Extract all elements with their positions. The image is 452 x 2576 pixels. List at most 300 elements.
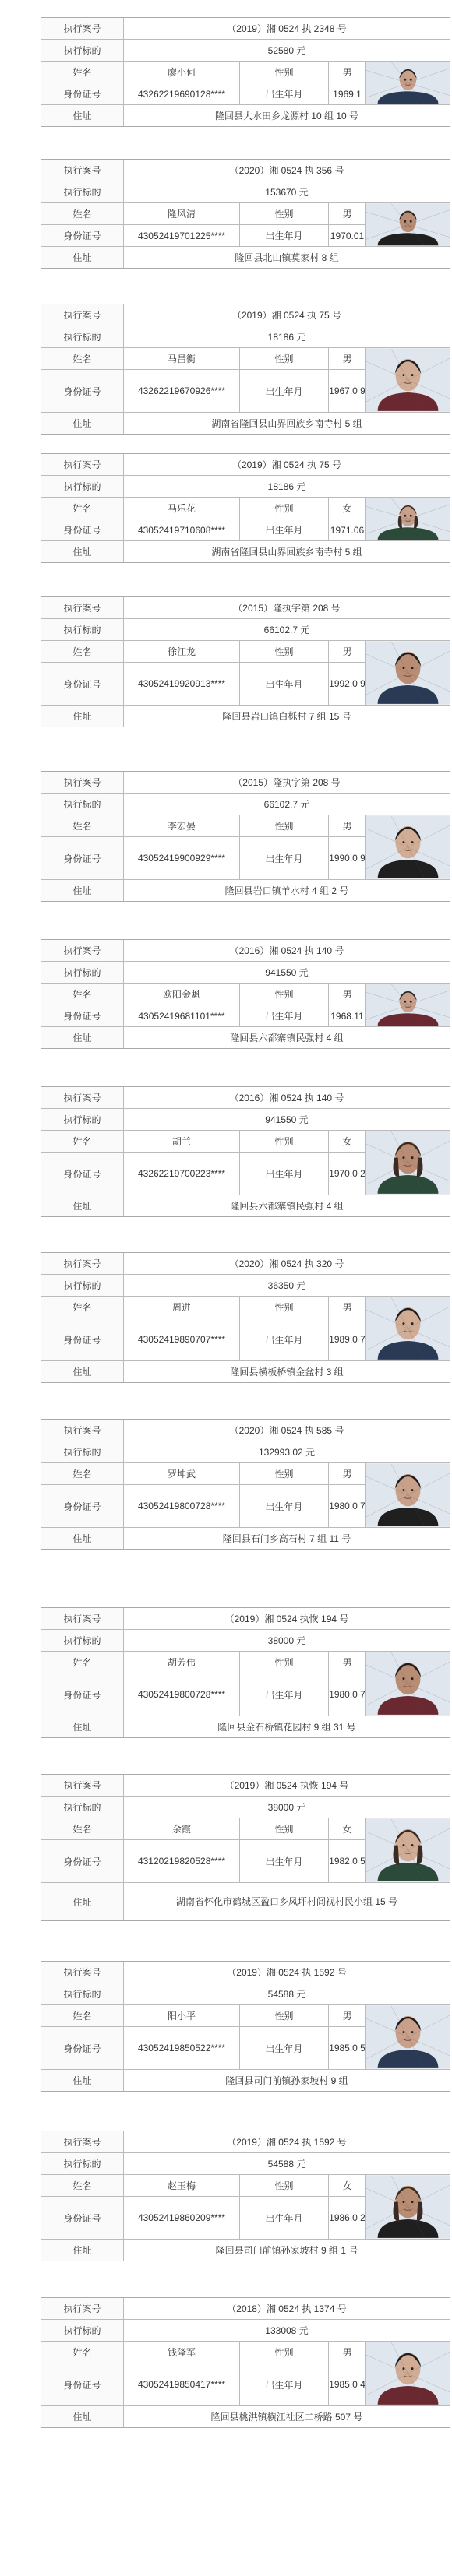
case-number-row [41, 1608, 450, 1630]
id-value: 43052419890707**** [124, 1318, 240, 1360]
name-value: 胡芳伟 [124, 1652, 240, 1673]
gender-label: 性别 [240, 498, 329, 519]
record-card [41, 939, 450, 1049]
address-label: 住址 [41, 1528, 124, 1549]
name-row [41, 984, 366, 1005]
case-number-label: 执行案号 [41, 1775, 124, 1796]
person-grid [41, 62, 450, 105]
amount-value: 38000 元 [267, 1802, 306, 1813]
gender-value: 男 [329, 815, 366, 836]
id-row [41, 1485, 366, 1527]
amount-label: 执行标的 [41, 1441, 124, 1462]
birth-label: 出生年月 [240, 1485, 329, 1527]
gender-value: 女 [329, 1131, 366, 1152]
person-grid [41, 1297, 450, 1361]
case-number-label: 执行案号 [41, 2298, 124, 2319]
name-value: 钱隆军 [124, 2342, 240, 2363]
case-number-row [41, 304, 450, 326]
id-label: 身份证号 [41, 1318, 124, 1360]
name-label: 姓名 [41, 203, 124, 224]
person-photo [366, 2342, 450, 2405]
id-label: 身份证号 [41, 370, 124, 412]
case-number-value: （2019）湘 0524 执 75 号 [231, 459, 342, 470]
birth-label: 出生年月 [240, 1318, 329, 1360]
address-value: 隆回县司门前镇孙家坡村 9 组 [225, 2075, 348, 2086]
amount-label: 执行标的 [41, 1797, 124, 1818]
birth-value: 1982.0 5 [329, 1840, 366, 1882]
address-label: 住址 [41, 247, 124, 268]
name-label: 姓名 [41, 348, 124, 369]
person-fields [41, 2005, 366, 2069]
gender-label: 性别 [240, 1131, 329, 1152]
address-row [41, 1716, 450, 1737]
id-label: 身份证号 [41, 2197, 124, 2239]
amount-label: 执行标的 [41, 1109, 124, 1130]
name-label: 姓名 [41, 1652, 124, 1673]
address-value: 隆回县六都寨镇民强村 4 组 [230, 1200, 344, 1212]
case-number-value: （2016）湘 0524 执 140 号 [229, 1093, 344, 1103]
amount-label: 执行标的 [41, 619, 124, 640]
id-row [41, 663, 366, 705]
case-number-label: 执行案号 [41, 160, 124, 181]
id-value: 43052419860209**** [124, 2197, 240, 2239]
case-number-label: 执行案号 [41, 1420, 124, 1441]
id-value: 43052419800728**** [124, 1673, 240, 1716]
amount-value: 38000 元 [267, 1635, 306, 1646]
address-row [41, 1883, 450, 1920]
gender-label: 性别 [240, 203, 329, 224]
person-grid [41, 203, 450, 247]
address-row [41, 880, 450, 901]
address-value: 隆回县北山镇莫家村 8 组 [235, 252, 339, 263]
amount-row [41, 1983, 450, 2005]
amount-value: 18186 元 [267, 332, 306, 343]
gender-value: 男 [329, 2342, 366, 2363]
name-value: 徐江龙 [124, 641, 240, 662]
birth-value: 1992.0 9 [329, 663, 366, 705]
birth-value: 1985.0 5 [329, 2027, 366, 2069]
id-row [41, 83, 366, 104]
case-number-row [41, 2298, 450, 2320]
address-row [41, 1027, 450, 1048]
person-grid [41, 2175, 450, 2240]
record-card [41, 1419, 450, 1550]
case-number-label: 执行案号 [41, 1962, 124, 1983]
case-number-label: 执行案号 [41, 18, 124, 39]
birth-value: 1971.06 [329, 519, 366, 540]
name-label: 姓名 [41, 1818, 124, 1839]
birth-label: 出生年月 [240, 370, 329, 412]
birth-label: 出生年月 [240, 1153, 329, 1195]
amount-value: 54588 元 [267, 2159, 306, 2170]
amount-row [41, 2153, 450, 2175]
amount-row [41, 1275, 450, 1297]
case-number-label: 执行案号 [41, 597, 124, 618]
person-photo [366, 2175, 450, 2239]
case-number-label: 执行案号 [41, 940, 124, 961]
record-card [41, 2131, 450, 2261]
birth-value: 1967.0 9 [329, 370, 366, 412]
person-fields [41, 641, 366, 705]
person-grid [41, 641, 450, 706]
name-row [41, 2175, 366, 2197]
id-value: 43262219700223**** [124, 1153, 240, 1195]
id-row [41, 2363, 366, 2405]
amount-label: 执行标的 [41, 2153, 124, 2174]
person-grid [41, 815, 450, 880]
case-number-value: （2019）湘 0524 执恢 194 号 [224, 1780, 349, 1791]
name-label: 姓名 [41, 815, 124, 836]
id-label: 身份证号 [41, 1153, 124, 1195]
case-number-value: （2019）湘 0524 执 1592 号 [227, 2137, 347, 2148]
person-grid [41, 1652, 450, 1716]
name-row [41, 1818, 366, 1840]
case-number-value: （2019）湘 0524 执 2348 号 [227, 23, 347, 34]
birth-value: 1970.0 2 [329, 1153, 366, 1195]
gender-label: 性别 [240, 1297, 329, 1318]
birth-value: 1990.0 9 [329, 837, 366, 879]
amount-label: 执行标的 [41, 794, 124, 815]
id-label: 身份证号 [41, 2363, 124, 2405]
birth-value: 1980.0 7 [329, 1673, 366, 1716]
id-row [41, 1005, 366, 1026]
birth-label: 出生年月 [240, 663, 329, 705]
person-fields [41, 1131, 366, 1195]
amount-value: 133008 元 [265, 2325, 309, 2336]
name-row [41, 1131, 366, 1153]
amount-label: 执行标的 [41, 2320, 124, 2341]
case-number-label: 执行案号 [41, 2131, 124, 2152]
person-photo [366, 815, 450, 879]
address-label: 住址 [41, 1027, 124, 1048]
birth-label: 出生年月 [240, 1840, 329, 1882]
case-number-value: （2019）湘 0524 执 75 号 [231, 310, 342, 321]
id-row [41, 1673, 366, 1716]
person-photo [366, 1131, 450, 1195]
id-row [41, 2027, 366, 2069]
birth-label: 出生年月 [240, 2027, 329, 2069]
case-number-label: 执行案号 [41, 772, 124, 793]
id-value: 43052419800728**** [124, 1485, 240, 1527]
address-row [41, 2070, 450, 2091]
name-value: 隆风清 [124, 203, 240, 224]
birth-value: 1980.0 7 [329, 1485, 366, 1527]
address-value: 湖南省怀化市鹤城区盈口乡凤坪村闾视村民小组 15 号 [175, 1896, 398, 1907]
address-label: 住址 [41, 1883, 124, 1920]
amount-row [41, 619, 450, 641]
gender-label: 性别 [240, 2175, 329, 2196]
case-number-value: （2019）湘 0524 执 1592 号 [227, 1967, 347, 1978]
id-value: 43262219670926**** [124, 370, 240, 412]
birth-label: 出生年月 [240, 519, 329, 540]
id-value: 43120219820528**** [124, 1840, 240, 1882]
person-grid [41, 348, 450, 413]
person-photo [366, 2005, 450, 2069]
name-value: 罗坤武 [124, 1463, 240, 1484]
birth-label: 出生年月 [240, 83, 329, 104]
birth-label: 出生年月 [240, 837, 329, 879]
id-label: 身份证号 [41, 837, 124, 879]
case-number-label: 执行案号 [41, 304, 124, 326]
person-photo [366, 984, 450, 1026]
address-label: 住址 [41, 541, 124, 562]
name-row [41, 498, 366, 519]
address-value: 湖南省隆回县山界回族乡南寺村 5 组 [211, 546, 362, 558]
case-number-value: （2018）湘 0524 执 1374 号 [227, 2303, 347, 2314]
person-grid [41, 1818, 450, 1883]
case-number-label: 执行案号 [41, 454, 124, 475]
amount-label: 执行标的 [41, 1630, 124, 1651]
id-row [41, 370, 366, 412]
gender-value: 男 [329, 62, 366, 83]
address-label: 住址 [41, 1361, 124, 1382]
id-value: 43052419850522**** [124, 2027, 240, 2069]
name-label: 姓名 [41, 984, 124, 1005]
name-row [41, 1297, 366, 1318]
case-number-value: （2016）湘 0524 执 140 号 [229, 945, 344, 956]
gender-label: 性别 [240, 1463, 329, 1484]
birth-label: 出生年月 [240, 225, 329, 246]
record-card [41, 1774, 450, 1921]
id-label: 身份证号 [41, 1005, 124, 1026]
address-value: 隆回县大水田乡龙源村 10 组 10 号 [214, 110, 359, 121]
person-grid [41, 2342, 450, 2406]
gender-label: 性别 [240, 62, 329, 83]
gender-value: 女 [329, 1818, 366, 1839]
case-number-value: （2020）湘 0524 执 585 号 [229, 1425, 344, 1436]
gender-value: 女 [329, 498, 366, 519]
id-row [41, 225, 366, 246]
address-value: 隆回县石门乡高石村 7 组 11 号 [222, 1533, 351, 1544]
record-card [41, 2297, 450, 2428]
amount-label: 执行标的 [41, 476, 124, 497]
case-number-label: 执行案号 [41, 1253, 124, 1274]
address-label: 住址 [41, 2240, 124, 2261]
record-card [41, 453, 450, 563]
amount-label: 执行标的 [41, 40, 124, 61]
person-fields [41, 203, 366, 246]
gender-value: 男 [329, 1652, 366, 1673]
name-row [41, 203, 366, 225]
case-number-row [41, 597, 450, 619]
address-row [41, 413, 450, 434]
gender-value: 男 [329, 203, 366, 224]
address-row [41, 247, 450, 268]
name-value: 余霞 [124, 1818, 240, 1839]
amount-value: 941550 元 [265, 967, 309, 978]
name-label: 姓名 [41, 2005, 124, 2026]
amount-row [41, 1109, 450, 1131]
case-number-row [41, 1775, 450, 1797]
case-number-row [41, 1087, 450, 1109]
address-value: 隆回县横板桥镇金盆村 3 组 [230, 1366, 344, 1378]
id-label: 身份证号 [41, 663, 124, 705]
id-row [41, 2197, 366, 2239]
address-label: 住址 [41, 706, 124, 727]
address-row [41, 541, 450, 562]
record-card [41, 1252, 450, 1383]
id-label: 身份证号 [41, 2027, 124, 2069]
id-label: 身份证号 [41, 519, 124, 540]
record-card [41, 1961, 450, 2092]
person-fields [41, 1652, 366, 1716]
birth-label: 出生年月 [240, 2363, 329, 2405]
address-row [41, 105, 450, 126]
address-label: 住址 [41, 105, 124, 126]
name-label: 姓名 [41, 62, 124, 83]
id-value: 43052419920913**** [124, 663, 240, 705]
gender-value: 男 [329, 1297, 366, 1318]
amount-value: 36350 元 [267, 1280, 306, 1291]
name-value: 阳小平 [124, 2005, 240, 2026]
person-photo [366, 641, 450, 705]
person-photo [366, 1652, 450, 1716]
gender-value: 男 [329, 2005, 366, 2026]
id-row [41, 1318, 366, 1360]
amount-row [41, 1441, 450, 1463]
name-value: 欧阳金魁 [124, 984, 240, 1005]
person-photo [366, 1297, 450, 1360]
amount-row [41, 181, 450, 203]
record-card [41, 771, 450, 902]
record-card [41, 596, 450, 727]
address-value: 隆回县桃洪镇横江社区二桥路 507 号 [210, 2411, 363, 2423]
amount-row [41, 1630, 450, 1652]
person-fields [41, 2342, 366, 2405]
amount-value: 941550 元 [265, 1114, 309, 1125]
case-number-row [41, 940, 450, 962]
name-row [41, 348, 366, 370]
address-row [41, 1528, 450, 1549]
person-photo [366, 348, 450, 412]
birth-value: 1968.11 [329, 1005, 366, 1026]
name-label: 姓名 [41, 2342, 124, 2363]
amount-row [41, 1797, 450, 1818]
gender-value: 男 [329, 1463, 366, 1484]
gender-value: 男 [329, 641, 366, 662]
name-row [41, 815, 366, 837]
person-fields [41, 498, 366, 540]
person-fields [41, 348, 366, 412]
address-row [41, 2406, 450, 2427]
amount-row [41, 326, 450, 348]
case-number-value: （2015）隆执字第 208 号 [233, 603, 341, 614]
name-row [41, 62, 366, 83]
name-value: 胡兰 [124, 1131, 240, 1152]
name-label: 姓名 [41, 2175, 124, 2196]
case-number-row [41, 454, 450, 476]
gender-value: 男 [329, 348, 366, 369]
record-card [41, 1086, 450, 1217]
person-fields [41, 815, 366, 879]
name-value: 李宏晏 [124, 815, 240, 836]
amount-value: 66102.7 元 [263, 799, 310, 810]
gender-value: 女 [329, 2175, 366, 2196]
name-label: 姓名 [41, 1463, 124, 1484]
amount-value: 18186 元 [267, 481, 306, 492]
gender-label: 性别 [240, 348, 329, 369]
id-label: 身份证号 [41, 83, 124, 104]
id-value: 43052419850417**** [124, 2363, 240, 2405]
case-number-value: （2019）湘 0524 执恢 194 号 [224, 1614, 349, 1624]
amount-row [41, 476, 450, 498]
amount-label: 执行标的 [41, 181, 124, 202]
gender-label: 性别 [240, 641, 329, 662]
case-number-label: 执行案号 [41, 1087, 124, 1108]
id-value: 43052419681101**** [124, 1005, 240, 1026]
id-row [41, 1153, 366, 1195]
address-label: 住址 [41, 880, 124, 901]
amount-row [41, 962, 450, 984]
person-grid [41, 498, 450, 541]
birth-value: 1970.01 [329, 225, 366, 246]
person-grid [41, 984, 450, 1027]
birth-value: 1989.0 7 [329, 1318, 366, 1360]
record-card [41, 1607, 450, 1738]
id-label: 身份证号 [41, 1673, 124, 1716]
amount-label: 执行标的 [41, 326, 124, 347]
gender-label: 性别 [240, 815, 329, 836]
birth-value: 1969.1 [329, 83, 366, 104]
name-row [41, 1463, 366, 1485]
name-value: 赵玉梅 [124, 2175, 240, 2196]
case-number-row [41, 160, 450, 181]
address-value: 隆回县岩口镇羊水村 4 组 2 号 [224, 885, 349, 896]
address-row [41, 1361, 450, 1382]
record-card [41, 159, 450, 269]
amount-label: 执行标的 [41, 1983, 124, 2004]
person-photo [366, 1463, 450, 1527]
case-number-row [41, 1420, 450, 1441]
person-photo [366, 1818, 450, 1882]
case-number-row [41, 18, 450, 40]
gender-label: 性别 [240, 1818, 329, 1839]
address-value: 隆回县司门前镇孙家坡村 9 组 1 号 [215, 2244, 358, 2256]
record-card [41, 304, 450, 435]
case-number-row [41, 1253, 450, 1275]
id-value: 43262219690128**** [124, 83, 240, 104]
id-row [41, 519, 366, 540]
address-label: 住址 [41, 2070, 124, 2091]
name-label: 姓名 [41, 1297, 124, 1318]
amount-value: 66102.7 元 [263, 625, 310, 635]
person-photo [366, 203, 450, 246]
person-fields [41, 2175, 366, 2239]
address-value: 隆回县六都寨镇民强村 4 组 [230, 1032, 344, 1043]
name-value: 马乐花 [124, 498, 240, 519]
id-value: 43052419710608**** [124, 519, 240, 540]
amount-value: 132993.02 元 [258, 1447, 316, 1458]
person-grid [41, 1131, 450, 1195]
address-label: 住址 [41, 413, 124, 434]
case-number-value: （2015）隆执字第 208 号 [233, 777, 341, 788]
record-card [41, 17, 450, 127]
birth-label: 出生年月 [240, 1005, 329, 1026]
address-value: 隆回县岩口镇白栎村 7 组 15 号 [222, 710, 351, 722]
name-label: 姓名 [41, 498, 124, 519]
amount-value: 153670 元 [265, 187, 309, 198]
case-number-row [41, 2131, 450, 2153]
amount-row [41, 794, 450, 815]
birth-label: 出生年月 [240, 2197, 329, 2239]
gender-label: 性别 [240, 984, 329, 1005]
gender-value: 男 [329, 984, 366, 1005]
name-value: 周进 [124, 1297, 240, 1318]
id-row [41, 837, 366, 879]
person-grid [41, 1463, 450, 1528]
address-label: 住址 [41, 1716, 124, 1737]
id-value: 43052419701225**** [124, 225, 240, 246]
